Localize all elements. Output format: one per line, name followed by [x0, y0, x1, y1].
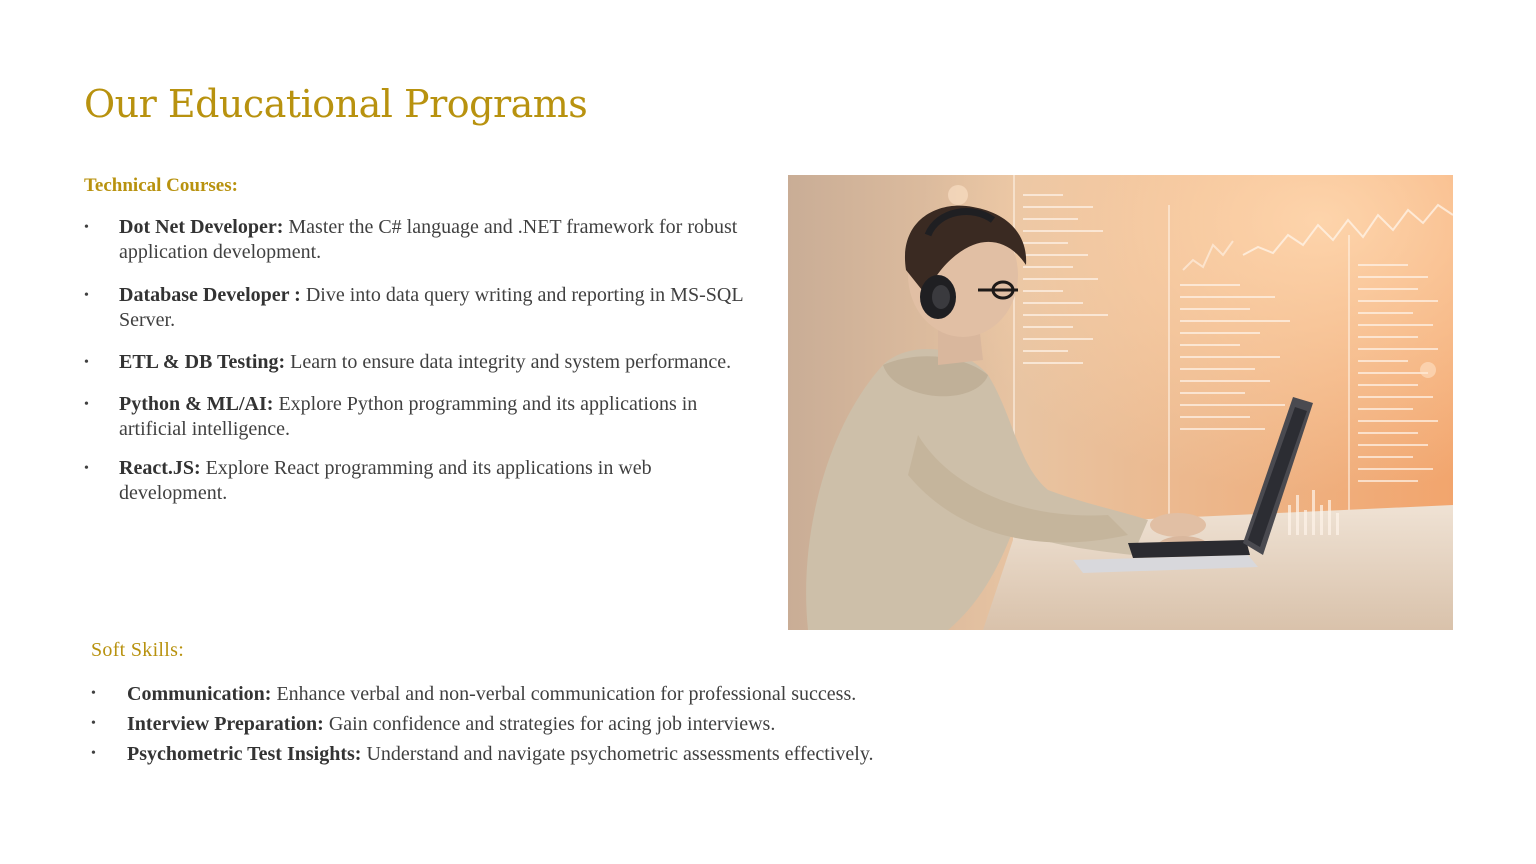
- course-description: Explore React programming and its applications in web development.: [119, 457, 652, 504]
- list-item: [91, 739, 1091, 769]
- course-description: Master the C# language and .NET framework for robust application development.: [119, 216, 738, 263]
- bullet-icon: •: [84, 461, 89, 476]
- bullet-icon: •: [84, 288, 89, 303]
- soft-skills-list: [91, 679, 1091, 769]
- course-label: React.JS:: [119, 457, 201, 479]
- course-description: Dive into data query writing and reporting in MS-SQL Server.: [119, 284, 743, 331]
- slide-title: Our Educational Programs: [84, 82, 588, 126]
- bullet-icon: •: [91, 746, 96, 761]
- technical-courses-heading: Technical Courses:: [84, 175, 238, 196]
- bullet-icon: •: [91, 716, 96, 731]
- course-label: Dot Net Developer:: [119, 216, 284, 238]
- list-item: [91, 679, 1091, 709]
- course-label: Database Developer :: [119, 284, 301, 306]
- course-description: Learn to ensure data integrity and system performance.: [285, 351, 732, 373]
- skill-label: Interview Preparation:: [127, 713, 324, 735]
- list-item: [91, 709, 1091, 739]
- skill-description: Understand and navigate psychometric assessments effectively.: [361, 743, 874, 765]
- bullet-icon: •: [91, 686, 96, 701]
- skill-label: Psychometric Test Insights:: [127, 743, 362, 765]
- skill-description: Enhance verbal and non-verbal communication for professional success.: [271, 683, 857, 705]
- bullet-icon: •: [84, 355, 89, 370]
- skill-description: Gain confidence and strategies for acing job interviews.: [323, 713, 776, 735]
- list-item: [84, 283, 756, 333]
- list-item: [84, 350, 756, 375]
- bullet-icon: •: [84, 397, 89, 412]
- bullet-icon: •: [84, 220, 89, 235]
- soft-skills-heading: Soft Skills:: [91, 639, 185, 661]
- list-item: [84, 215, 756, 265]
- technical-courses-list: [84, 215, 756, 506]
- course-label: ETL & DB Testing:: [119, 351, 286, 373]
- list-item: [84, 456, 756, 506]
- student-coding-image: [788, 175, 1453, 630]
- course-label: Python & ML/AI:: [119, 393, 274, 415]
- list-item: [84, 392, 756, 442]
- skill-label: Communication:: [127, 683, 272, 705]
- course-description: Explore Python programming and its applications in artificial intelligence.: [119, 393, 698, 440]
